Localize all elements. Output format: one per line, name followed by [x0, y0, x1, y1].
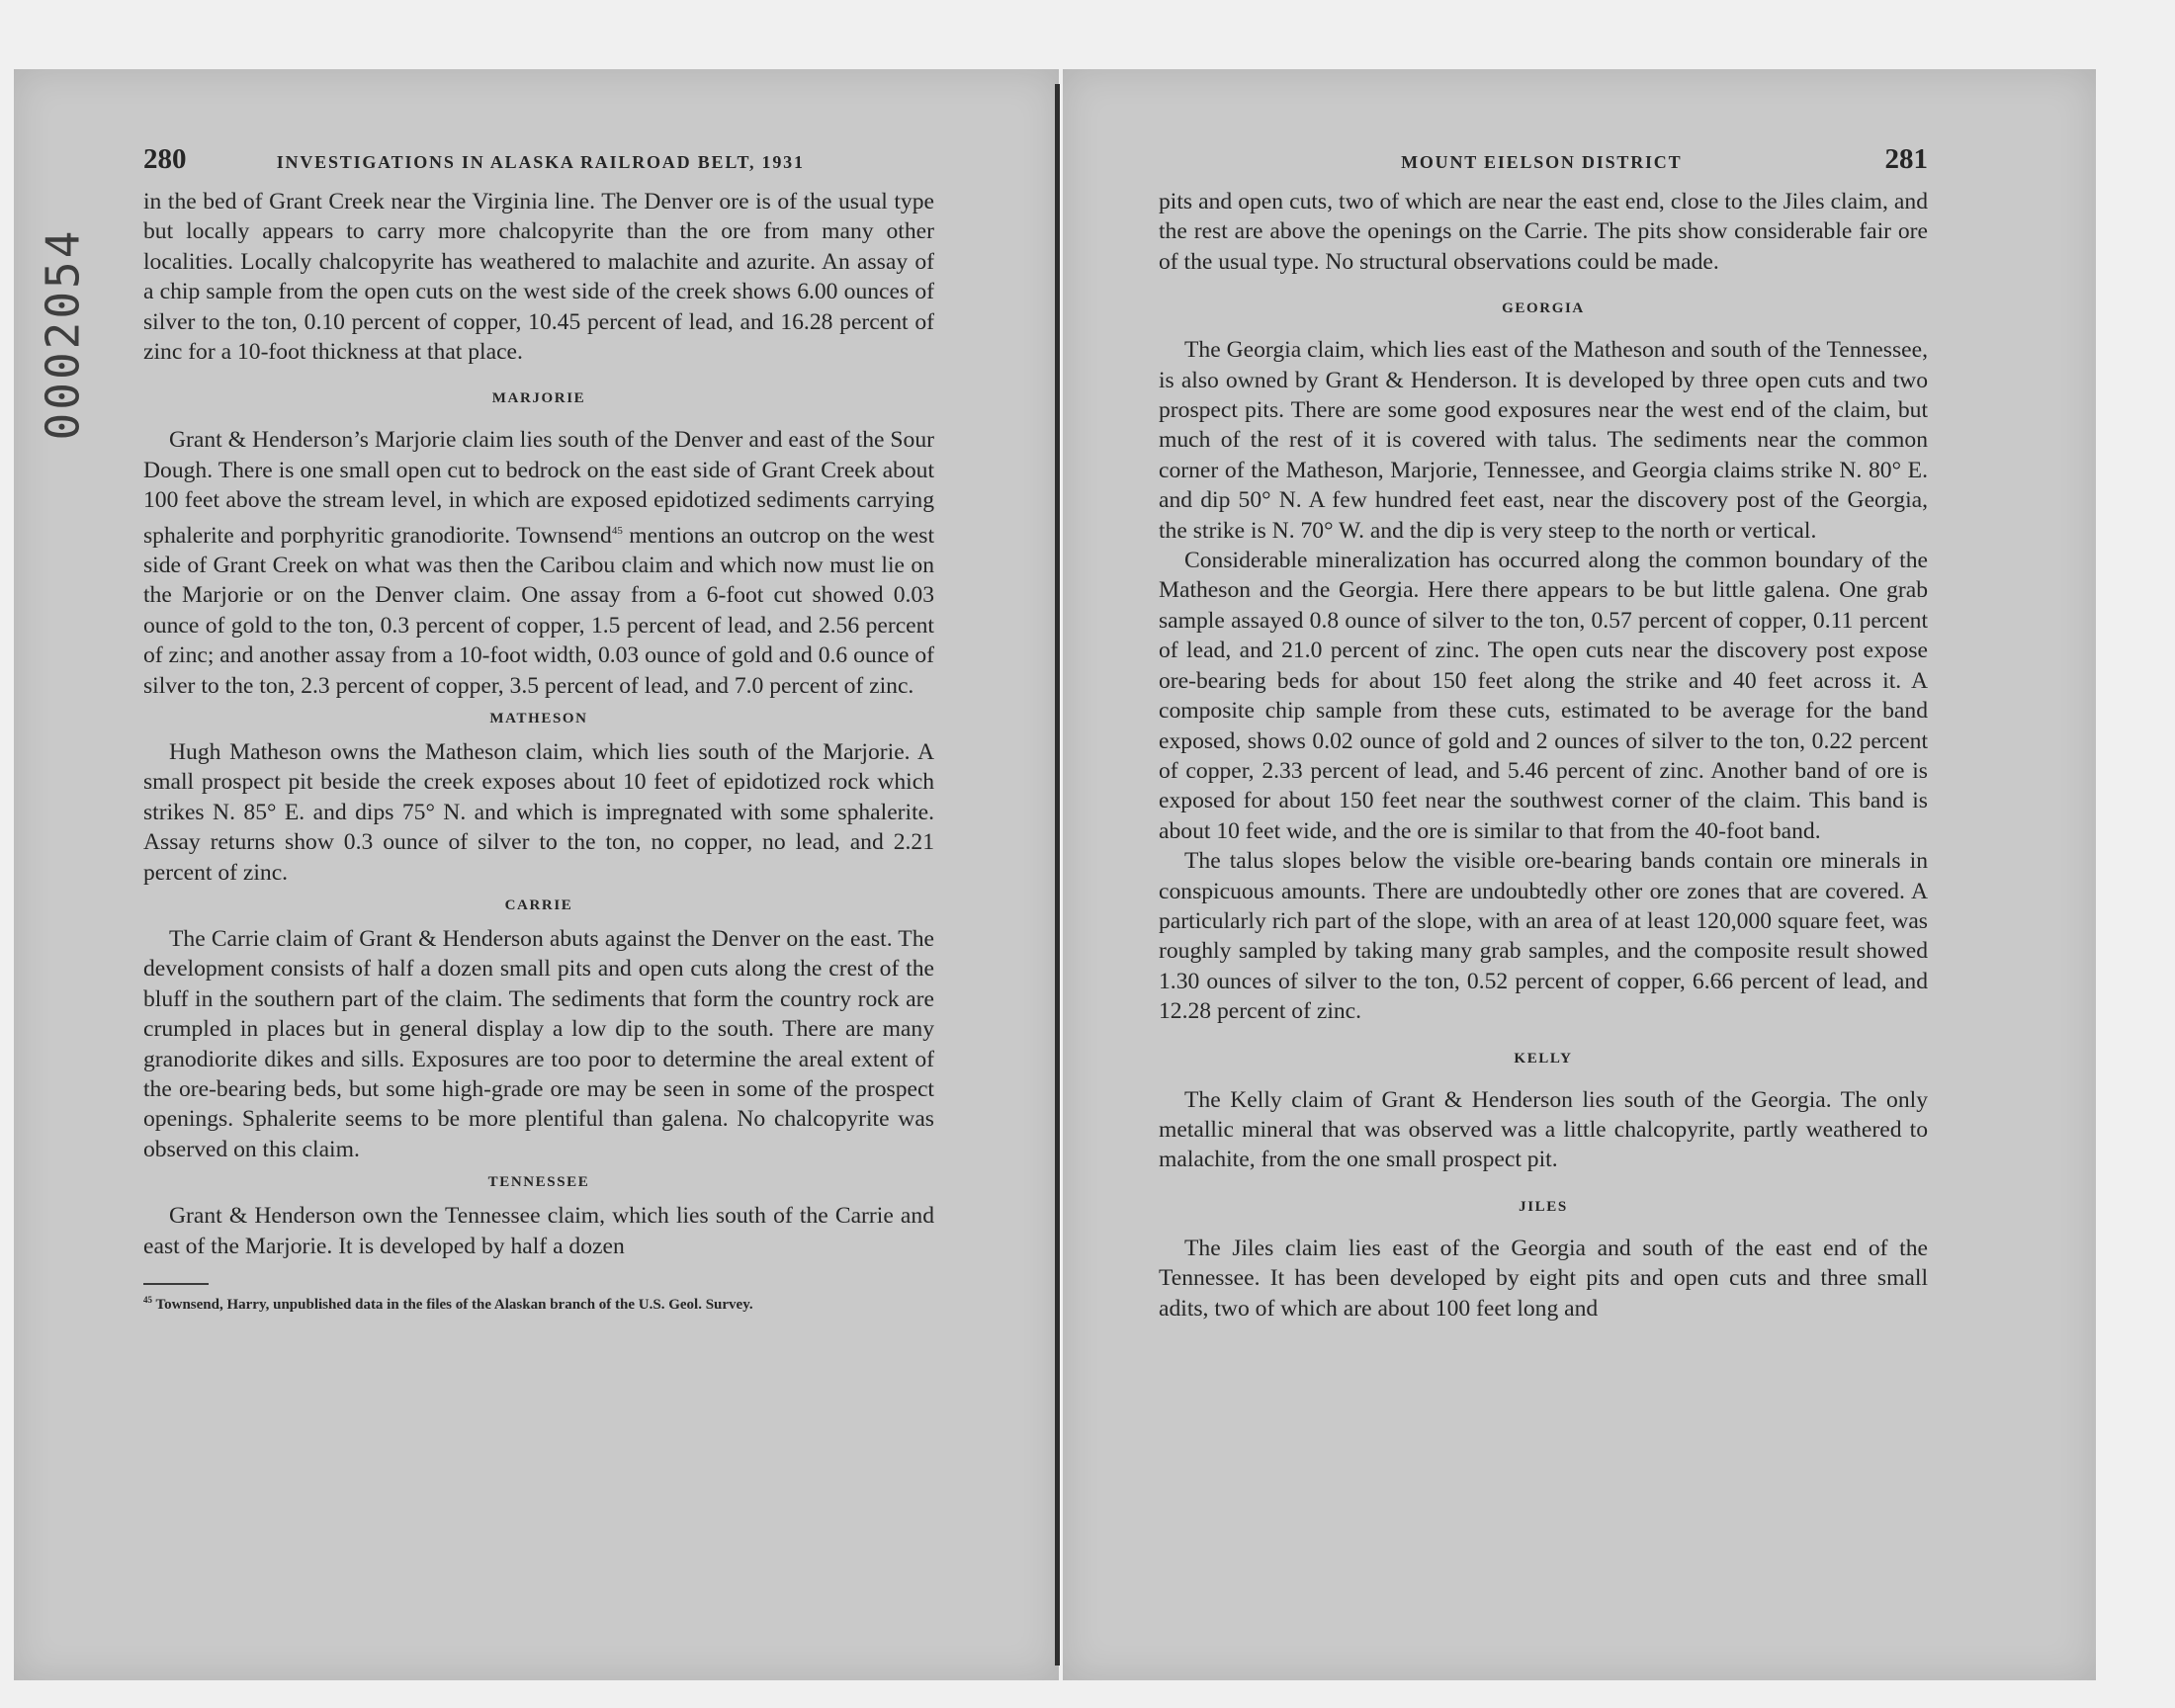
marjorie-text-b: mentions an outcrop on the west side of Grant Creek on what was then the Caribou claim and which now must lie on the Marjorie or on the Denver claim. One assay from a 6-foot cut showed 0.03 ounce of gold to the ton, 0.3 percent of copper, 1.5 percent of lead, and 2.56 percent of zinc; and another assay from a 10-foot width, 0.03 ounce of gold and 0.6 ounce of silver to the ton, 2.3 percent of copper, 3.5 percent of lead, and 7.0 percent of zinc. — [143, 522, 935, 699]
carrie-paragraph: The Carrie claim of Grant & Henderson abuts against the Denver on the east. The development consists of half a dozen small pits and open cuts along the crest of the bluff in the southern part of the claim. The sediments that form the country rock are crumpled in places but in general display a low dip to the south. There are many granodiorite dikes and sills. Exposures are too poor to determine the areal extent of the ore-bearing beds, but some high-grade ore may be seen in some of the prospect openings. Sphalerite seems to be more plentiful than galena. No chalcopyrite was observed on this claim. — [143, 925, 934, 1162]
book-gutter — [1055, 84, 1060, 1665]
kelly-paragraph: The Kelly claim of Grant & Henderson lies south of the Georgia. The only metallic mineral that was observed was a little chalcopyrite, partly weathered to malachite, from the one small prospect pit. — [1159, 1086, 1928, 1173]
footnote — [143, 1291, 934, 1315]
right-intro-paragraph: pits and open cuts, two of which are near the east end, close to the Jiles claim, and the rest are above the openings on the Carrie. The pits show considerable fair ore of the usual type. No structural observations could be made. — [1159, 189, 1928, 275]
left-page-number: 280 — [143, 143, 187, 175]
heading-tennessee: TENNESSEE — [487, 1174, 590, 1191]
right-running-title: MOUNT EIELSON DISTRICT — [1401, 152, 1683, 172]
marjorie-paragraph — [143, 425, 934, 701]
archive-stamp-number — [28, 215, 97, 453]
georgia-paragraph-3: The talus slopes below the visible ore-bearing bands contain ore minerals in conspicuous amounts. There are undoubtedly other ore zones that are covered. A particularly rich part of the slope, with an area of at least 120,000 square feet, was roughly sampled by taking many grab samples, and the composite result showed 1.30 ounces of silver to the ton, 0.52 percent of copper, 6.66 percent of lead, and 12.28 percent of zinc. — [1159, 848, 1928, 1025]
marjorie-text-a: Grant & Henderson’s Marjorie claim lies south of the Denver and east of the Sour Dough. There is one small open cut to bedrock on the east side of Grant Creek about 100 feet above the stream level, in which are exposed epidotized sediments carrying sphalerite and porphyritic granodiorite. Townsend — [143, 427, 934, 549]
footnote-mark: 45 — [143, 1295, 152, 1306]
footnote-rule — [143, 1283, 209, 1285]
matheson-paragraph: Hugh Matheson owns the Matheson claim, which lies south of the Marjorie. A small prospect pit beside the creek exposes about 10 feet of epidotized rock which strikes N. 85° E. and dips 75° N. and which is impregnated with some sphalerite. Assay returns show 0.3 ounce of silver to the ton, no copper, no lead, and 2.21 percent of zinc. — [143, 738, 934, 886]
heading-georgia: GEORGIA — [1502, 300, 1585, 317]
left-running-title: INVESTIGATIONS IN ALASKA RAILROAD BELT, 1931 — [276, 152, 805, 172]
georgia-paragraph-1: The Georgia claim, which lies east of the Matheson and south of the Tennessee, is also owned by Grant & Henderson. It is developed by three open cuts and two prospect pits. There are some good exposures near the west end of the claim, but much of the rest of it is covered with talus. The sediments near the common corner of the Matheson, Marjorie, Tennessee, and Georgia claims strike N. 80° E. and dip 50° N. A few hundred feet east, near the discovery post of the Georgia, the strike is N. 70° W. and the dip is very steep to the north or vertical. — [1159, 337, 1928, 544]
heading-jiles: JILES — [1519, 1198, 1568, 1215]
right-page-text — [1159, 143, 1928, 1324]
left-page-text — [143, 143, 934, 1315]
tennessee-paragraph: Grant & Henderson own the Tennessee claim, which lies south of the Carrie and east of the Marjorie. It is developed by half a dozen — [143, 1203, 934, 1259]
right-running-head — [1159, 143, 1928, 187]
footnote-text: Townsend, Harry, unpublished data in the files of the Alaskan branch of the U.S. Geol. Survey. — [155, 1297, 753, 1314]
heading-matheson: MATHESON — [489, 710, 588, 726]
heading-carrie: CARRIE — [504, 897, 573, 913]
right-page-number: 281 — [1884, 143, 1928, 175]
heading-marjorie: MARJORIE — [491, 390, 586, 407]
archive-stamp-text: 0002054 — [36, 227, 89, 441]
left-running-head — [143, 143, 934, 187]
georgia-paragraph-2: Considerable mineralization has occurred along the common boundary of the Matheson and the Georgia. Here there appears to be but little galena. One grab sample assayed 0.8 ounce of silver to the ton, 0.57 percent of copper, 0.11 percent of lead, and 21.0 percent of zinc. The open cuts near the discovery post expose ore-bearing beds for about 150 feet along the strike and 40 feet across it. A composite chip sample from these cuts, estimated to be average for the band exposed, shows 0.02 ounce of gold and 2 ounces of silver to the ton, 0.22 percent of copper, 2.33 percent of lead, and 5.46 percent of zinc. Another band of ore is exposed for about 150 feet near the southwest corner of the claim. This band is about 10 feet wide, and the ore is similar to that from the 40-foot band. — [1159, 548, 1928, 844]
heading-kelly: KELLY — [1514, 1050, 1573, 1067]
footnote-reference: 45 — [611, 524, 623, 537]
left-intro-paragraph: in the bed of Grant Creek near the Virginia line. The Denver ore is of the usual type but locally appears to carry more chalcopyrite than the ore from many other localities. Locally chalcopyrite has weathered to malachite and azurite. An assay of a chip sample from the open cuts on the west side of the creek shows 6.00 ounces of silver to the ton, 0.10 percent of copper, 10.45 percent of lead, and 16.28 percent of zinc for a 10-foot thickness at that place. — [143, 189, 934, 366]
jiles-paragraph: The Jiles claim lies east of the Georgia and south of the east end of the Tennessee. It has been developed by eight pits and open cuts and three small adits, two of which are about 100 feet long and — [1159, 1235, 1928, 1322]
